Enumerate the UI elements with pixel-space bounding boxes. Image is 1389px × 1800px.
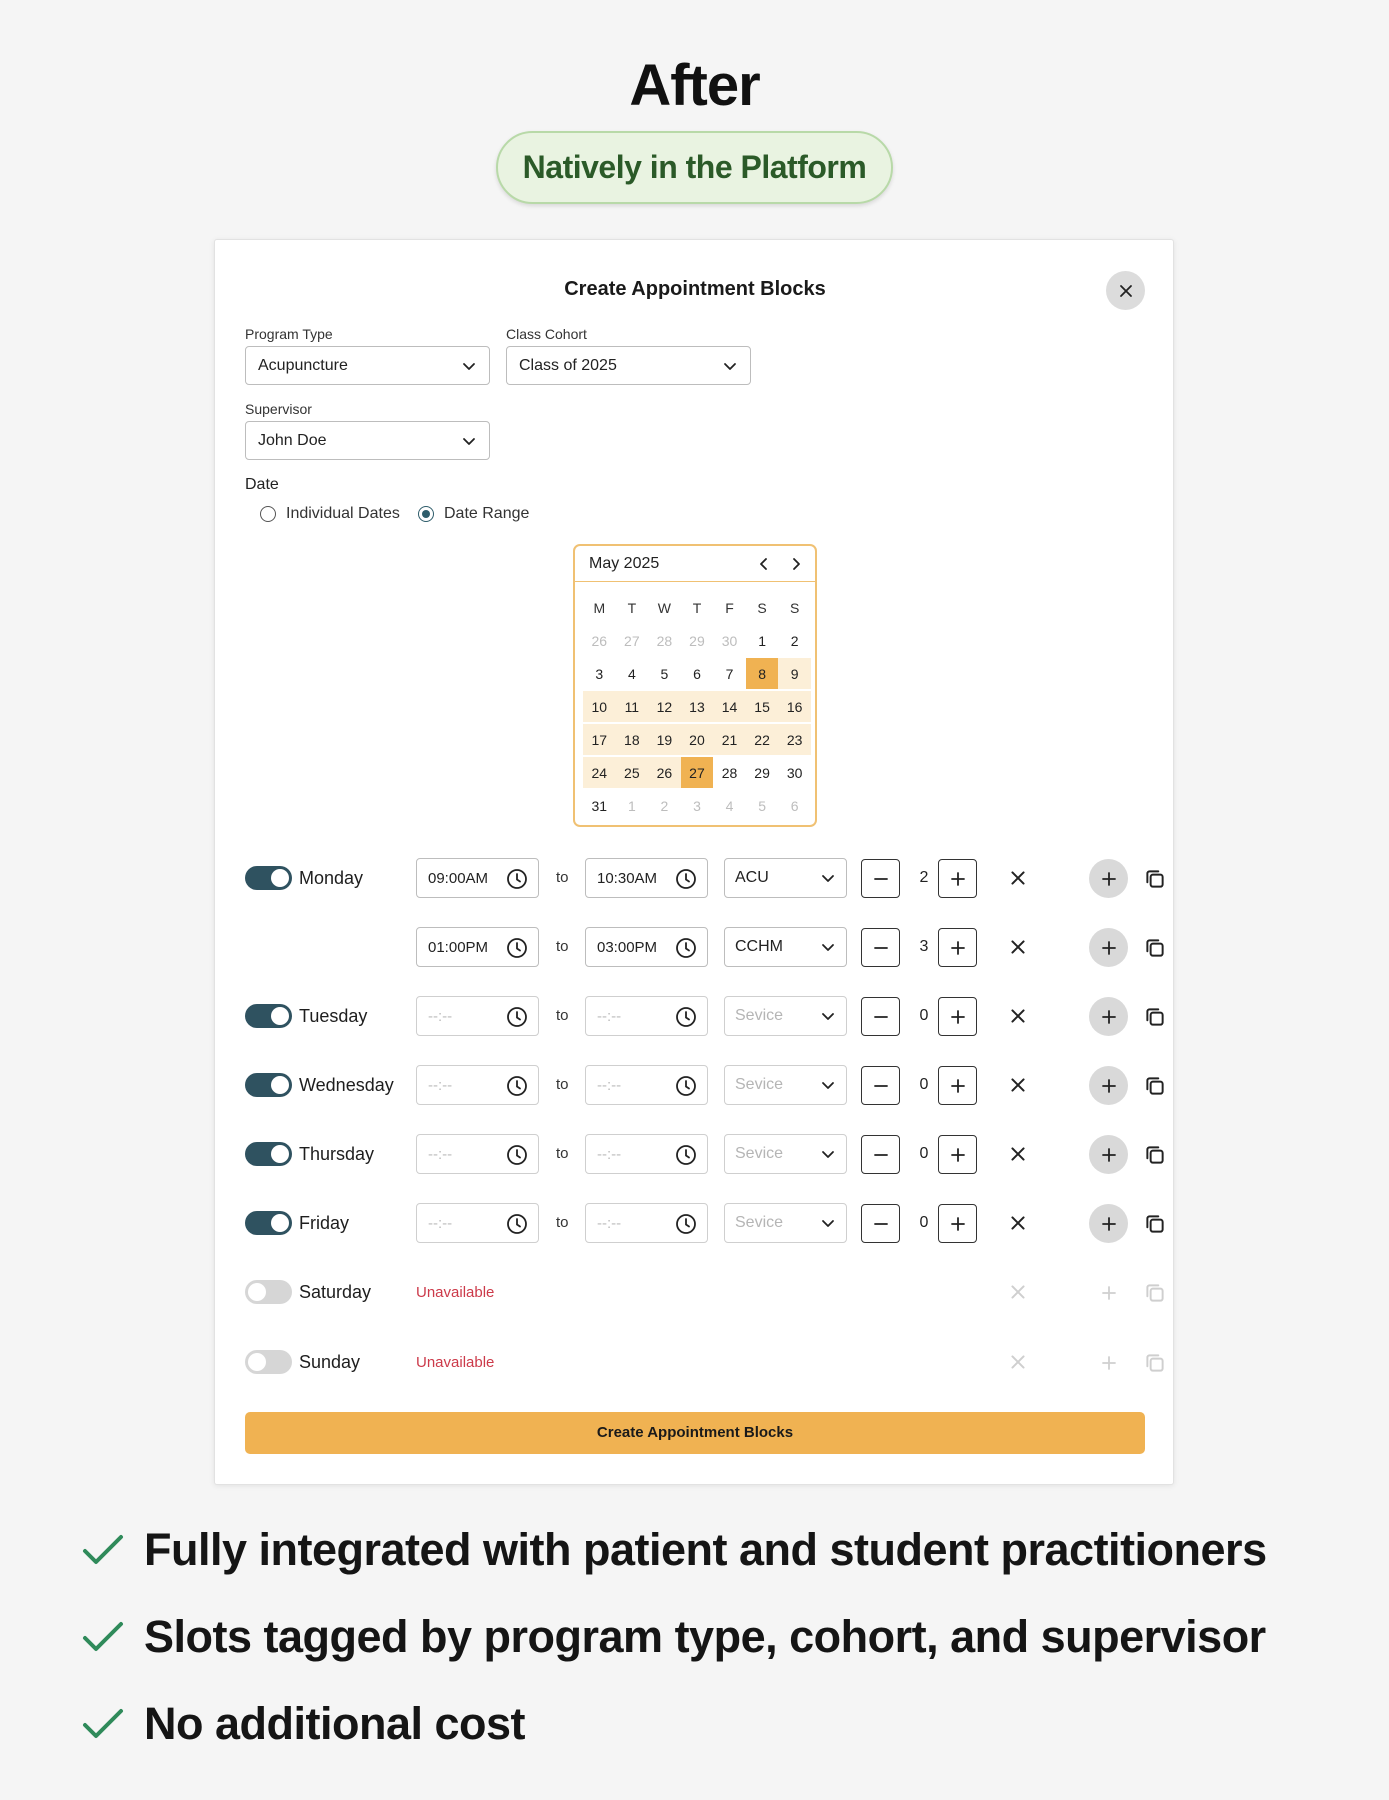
page-headline: After (629, 53, 760, 118)
calendar-week-row (583, 756, 811, 789)
chevron-down-icon (820, 1077, 836, 1093)
chevron-down-icon (820, 1215, 836, 1231)
copy-day-button[interactable] (1143, 1005, 1167, 1029)
radio-button-selected[interactable] (418, 506, 434, 522)
calendar-week-row (583, 624, 811, 657)
plus-icon (1100, 1354, 1118, 1372)
copy-day-button[interactable] (1143, 936, 1167, 960)
clock-icon (675, 937, 697, 959)
plus-icon (1100, 1008, 1118, 1026)
calendar-day[interactable]: 25 (616, 757, 649, 788)
create-appointment-blocks-button[interactable]: Create Appointment Blocks (245, 1412, 1145, 1454)
day-label-saturday: Saturday (299, 1282, 372, 1302)
end-time-input[interactable]: 03:00PM (585, 927, 708, 967)
calendar-day[interactable]: 10 (583, 691, 616, 722)
calendar-week-row (583, 789, 811, 822)
remove-slot-button[interactable] (1008, 1006, 1028, 1026)
calendar-day[interactable]: 1 (627, 797, 636, 814)
slot-count: 0 (919, 1214, 929, 1231)
plus-icon (1100, 1146, 1118, 1164)
close-icon (1008, 1282, 1028, 1302)
calendar-day[interactable]: 3 (693, 797, 701, 814)
increment-button[interactable] (938, 1135, 977, 1174)
unavailable-label: Unavailable (416, 1284, 495, 1301)
calendar-day[interactable]: 7 (725, 665, 734, 682)
copy-day-button-disabled (1143, 1351, 1167, 1375)
chevron-down-icon (820, 1146, 836, 1162)
calendar-day[interactable]: 6 (790, 797, 799, 814)
day-label-tuesday: Tuesday (299, 1006, 368, 1026)
program-type-select[interactable]: Acupuncture (245, 346, 490, 385)
unavailable-label: Unavailable (416, 1354, 495, 1371)
plus-icon (1100, 1077, 1118, 1095)
start-time-input[interactable]: --:-- (416, 996, 539, 1036)
calendar-day[interactable]: 27 (624, 632, 640, 649)
calendar-day[interactable]: 2 (660, 797, 669, 814)
benefit-item: Fully integrated with patient and student practitioners (82, 1524, 1267, 1576)
minus-icon (872, 1215, 890, 1233)
day-row-wednesday (245, 1065, 1145, 1105)
decrement-button[interactable] (861, 1135, 900, 1174)
clock-icon (506, 1006, 528, 1028)
day-label-friday: Friday (299, 1213, 350, 1233)
next-month-button[interactable] (787, 555, 805, 573)
calendar-day[interactable]: 26 (648, 757, 681, 788)
calendar-header (575, 546, 815, 582)
calendar-day[interactable]: 16 (778, 691, 811, 722)
toggle-monday[interactable] (245, 866, 292, 890)
clock-icon (506, 868, 528, 890)
slot-count: 2 (919, 869, 929, 886)
plus-icon (1100, 870, 1118, 888)
clock-icon (506, 1144, 528, 1166)
plus-icon (949, 1077, 967, 1095)
calendar-month-label: May 2025 (589, 555, 660, 572)
decrement-button[interactable] (861, 1204, 900, 1243)
decrement-button[interactable] (861, 997, 900, 1036)
day-row-saturday (245, 1272, 1145, 1312)
calendar-day[interactable]: 29 (754, 764, 770, 781)
clock-icon (675, 1213, 697, 1235)
to-label: to (556, 1007, 569, 1024)
chevron-right-icon (788, 556, 804, 572)
weekday-label: T (627, 599, 637, 616)
day-row-sunday (245, 1342, 1145, 1382)
add-slot-button[interactable] (1089, 1135, 1128, 1174)
calendar-day[interactable]: 5 (660, 665, 669, 682)
add-slot-button[interactable] (1089, 1204, 1128, 1243)
weekday-label: F (725, 599, 734, 616)
copy-day-button[interactable] (1143, 1143, 1167, 1167)
calendar-day[interactable]: 26 (591, 632, 608, 649)
start-time-input[interactable]: 01:00PM (416, 927, 539, 967)
day-row-thursday (245, 1134, 1145, 1174)
chevron-down-icon (820, 939, 836, 955)
chevron-down-icon (820, 870, 836, 886)
add-slot-button[interactable] (1089, 859, 1128, 898)
weekday-label: M (593, 599, 606, 616)
increment-button[interactable] (938, 859, 977, 898)
calendar-week-row (583, 690, 811, 723)
decrement-button[interactable] (861, 859, 900, 898)
minus-icon (872, 1077, 890, 1095)
copy-day-button[interactable] (1143, 1212, 1167, 1236)
check-icon (82, 1707, 124, 1741)
day-label-thursday: Thursday (299, 1144, 375, 1164)
clock-icon (506, 1075, 528, 1097)
increment-button[interactable] (938, 1204, 977, 1243)
decrement-button[interactable] (861, 1066, 900, 1105)
add-slot-button[interactable] (1089, 928, 1128, 967)
remove-slot-button[interactable] (1008, 1144, 1028, 1164)
weekday-label: T (692, 599, 702, 616)
close-icon (1008, 1006, 1028, 1026)
chevron-down-icon (722, 358, 738, 374)
calendar-day[interactable]: 22 (746, 724, 779, 755)
copy-icon (1143, 1074, 1167, 1098)
calendar-day[interactable]: 5 (758, 797, 766, 814)
calendar-day[interactable]: 1 (758, 632, 766, 649)
plus-icon (949, 1008, 967, 1026)
class-cohort-label: Class Cohort (506, 326, 587, 342)
chevron-down-icon (461, 358, 477, 374)
calendar-day[interactable]: 24 (583, 757, 616, 788)
toggle-saturday[interactable] (245, 1280, 292, 1304)
calendar-day[interactable]: 6 (693, 665, 701, 682)
close-icon (1008, 1144, 1028, 1164)
calendar-grid (583, 591, 811, 822)
day-label-sunday: Sunday (299, 1352, 361, 1372)
add-slot-button[interactable] (1089, 1066, 1128, 1105)
plus-icon (1100, 1215, 1118, 1233)
end-time-input[interactable]: 10:30AM (585, 858, 708, 898)
plus-icon (949, 1215, 967, 1233)
toggle-sunday[interactable] (245, 1350, 292, 1374)
slot-count: 3 (919, 938, 929, 955)
calendar-day[interactable]: 11 (616, 691, 649, 722)
day-row-friday (245, 1203, 1145, 1243)
close-icon (1008, 1352, 1028, 1372)
calendar-day[interactable]: 4 (627, 665, 636, 682)
calendar-day[interactable]: 17 (583, 724, 616, 755)
copy-icon (1143, 1281, 1167, 1305)
close-icon (1117, 282, 1135, 300)
benefit-item: No additional cost (82, 1698, 525, 1750)
toggle-wednesday[interactable] (245, 1073, 292, 1097)
calendar-day[interactable]: 23 (778, 724, 811, 755)
native-badge: Natively in the Platform (496, 131, 893, 204)
prev-month-button[interactable] (755, 555, 773, 573)
slot-count: 0 (919, 1145, 929, 1162)
clock-icon (675, 1144, 697, 1166)
calendar-day[interactable]: 29 (689, 632, 705, 649)
day-row-monday-extra (245, 927, 1145, 967)
day-row-tuesday (245, 996, 1145, 1036)
calendar-day[interactable]: 3 (595, 665, 604, 682)
copy-icon (1143, 1351, 1167, 1375)
increment-button[interactable] (938, 928, 977, 967)
increment-button[interactable] (938, 997, 977, 1036)
program-type-label: Program Type (245, 326, 333, 342)
service-select[interactable]: Sevice (724, 1134, 847, 1174)
clock-icon (675, 1006, 697, 1028)
class-cohort-select[interactable]: Class of 2025 (506, 346, 751, 385)
plus-icon (949, 870, 967, 888)
start-time-input[interactable]: 09:00AM (416, 858, 539, 898)
slot-count: 0 (919, 1007, 929, 1024)
supervisor-select[interactable]: John Doe (245, 421, 490, 460)
calendar-day[interactable]: 14 (713, 691, 746, 722)
end-time-input[interactable]: --:-- (585, 1203, 708, 1243)
day-label-wednesday: Wednesday (299, 1075, 394, 1095)
start-time-input[interactable]: --:-- (416, 1134, 539, 1174)
calendar-day[interactable]: 2 (790, 632, 799, 649)
calendar-day[interactable]: 20 (681, 724, 714, 755)
service-select[interactable]: ACU (724, 858, 847, 898)
calendar-week-row (583, 723, 811, 756)
clock-icon (675, 1075, 697, 1097)
remove-slot-button[interactable] (1008, 1213, 1028, 1233)
copy-icon (1143, 1212, 1167, 1236)
remove-slot-button-disabled (1008, 1352, 1028, 1372)
remove-slot-button-disabled (1008, 1282, 1028, 1302)
calendar-day[interactable]: 21 (713, 724, 746, 755)
chevron-down-icon (820, 1008, 836, 1024)
increment-button[interactable] (938, 1066, 977, 1105)
remove-slot-button[interactable] (1008, 868, 1028, 888)
calendar-day[interactable]: 4 (725, 797, 734, 814)
date-label: Date (245, 476, 279, 493)
copy-day-button[interactable] (1143, 867, 1167, 891)
clock-icon (506, 937, 528, 959)
calendar-day[interactable]: 19 (648, 724, 681, 755)
chevron-left-icon (756, 556, 772, 572)
close-icon (1008, 1213, 1028, 1233)
radio-individual-dates[interactable]: Individual Dates (260, 505, 400, 523)
day-row-monday (245, 858, 1145, 898)
plus-icon (1100, 1284, 1118, 1302)
benefit-item: Slots tagged by program type, cohort, and supervisor (82, 1611, 1266, 1663)
end-time-input[interactable]: --:-- (585, 1065, 708, 1105)
remove-slot-button[interactable] (1008, 937, 1028, 957)
create-appointment-dialog (214, 239, 1174, 1485)
plus-icon (1100, 939, 1118, 957)
minus-icon (872, 870, 890, 888)
to-label: to (556, 1145, 569, 1162)
toggle-tuesday[interactable] (245, 1004, 292, 1028)
copy-icon (1143, 1143, 1167, 1167)
minus-icon (872, 1008, 890, 1026)
toggle-thursday[interactable] (245, 1142, 292, 1166)
calendar-day[interactable]: 30 (786, 764, 803, 781)
to-label: to (556, 1076, 569, 1093)
minus-icon (872, 1146, 890, 1164)
copy-icon (1143, 936, 1167, 960)
calendar-day[interactable]: 30 (721, 632, 738, 649)
add-slot-button-disabled (1089, 1273, 1128, 1312)
dialog-title: Create Appointment Blocks (564, 278, 826, 300)
to-label: to (556, 869, 569, 886)
close-icon (1008, 868, 1028, 888)
radio-date-range[interactable]: Date Range (418, 505, 529, 523)
close-icon (1008, 1075, 1028, 1095)
start-time-input[interactable]: --:-- (416, 1065, 539, 1105)
date-range-calendar (573, 544, 817, 827)
plus-icon (949, 939, 967, 957)
remove-slot-button[interactable] (1008, 1075, 1028, 1095)
close-button[interactable] (1106, 271, 1145, 310)
calendar-day[interactable]: 28 (656, 632, 673, 649)
day-label-monday: Monday (299, 868, 364, 888)
service-select[interactable]: Sevice (724, 1065, 847, 1105)
minus-icon (872, 939, 890, 957)
calendar-day[interactable]: 18 (616, 724, 649, 755)
start-time-input[interactable]: --:-- (416, 1203, 539, 1243)
calendar-day[interactable]: 13 (681, 691, 714, 722)
close-icon (1008, 937, 1028, 957)
weekday-label: W (657, 599, 672, 616)
toggle-friday[interactable] (245, 1211, 292, 1235)
copy-icon (1143, 1005, 1167, 1029)
service-select[interactable]: CCHM (724, 927, 847, 967)
check-icon (82, 1533, 124, 1567)
weekday-label: S (789, 599, 800, 616)
check-icon (82, 1620, 124, 1654)
clock-icon (506, 1213, 528, 1235)
calendar-day[interactable]: 27 (681, 757, 714, 788)
copy-day-button[interactable] (1143, 1074, 1167, 1098)
plus-icon (949, 1146, 967, 1164)
calendar-day[interactable]: 9 (778, 658, 811, 689)
calendar-week-row (583, 657, 811, 690)
add-slot-button-disabled (1089, 1343, 1128, 1382)
slot-count: 0 (919, 1076, 929, 1093)
service-select[interactable]: Sevice (724, 996, 847, 1036)
calendar-day[interactable]: 12 (648, 691, 681, 722)
calendar-day[interactable]: 31 (591, 797, 608, 814)
to-label: to (556, 1214, 569, 1231)
to-label: to (556, 938, 569, 955)
calendar-day[interactable]: 15 (746, 691, 779, 722)
end-time-input[interactable]: --:-- (585, 996, 708, 1036)
copy-day-button-disabled (1143, 1281, 1167, 1305)
weekday-label: S (757, 599, 767, 616)
calendar-day[interactable]: 8 (746, 658, 779, 689)
add-slot-button[interactable] (1089, 997, 1128, 1036)
clock-icon (675, 868, 697, 890)
decrement-button[interactable] (861, 928, 900, 967)
calendar-weekday-row (583, 591, 811, 624)
service-select[interactable]: Sevice (724, 1203, 847, 1243)
end-time-input[interactable]: --:-- (585, 1134, 708, 1174)
chevron-down-icon (461, 433, 477, 449)
supervisor-label: Supervisor (245, 401, 312, 417)
radio-button[interactable] (260, 506, 276, 522)
copy-icon (1143, 867, 1167, 891)
calendar-day[interactable]: 28 (721, 764, 738, 781)
